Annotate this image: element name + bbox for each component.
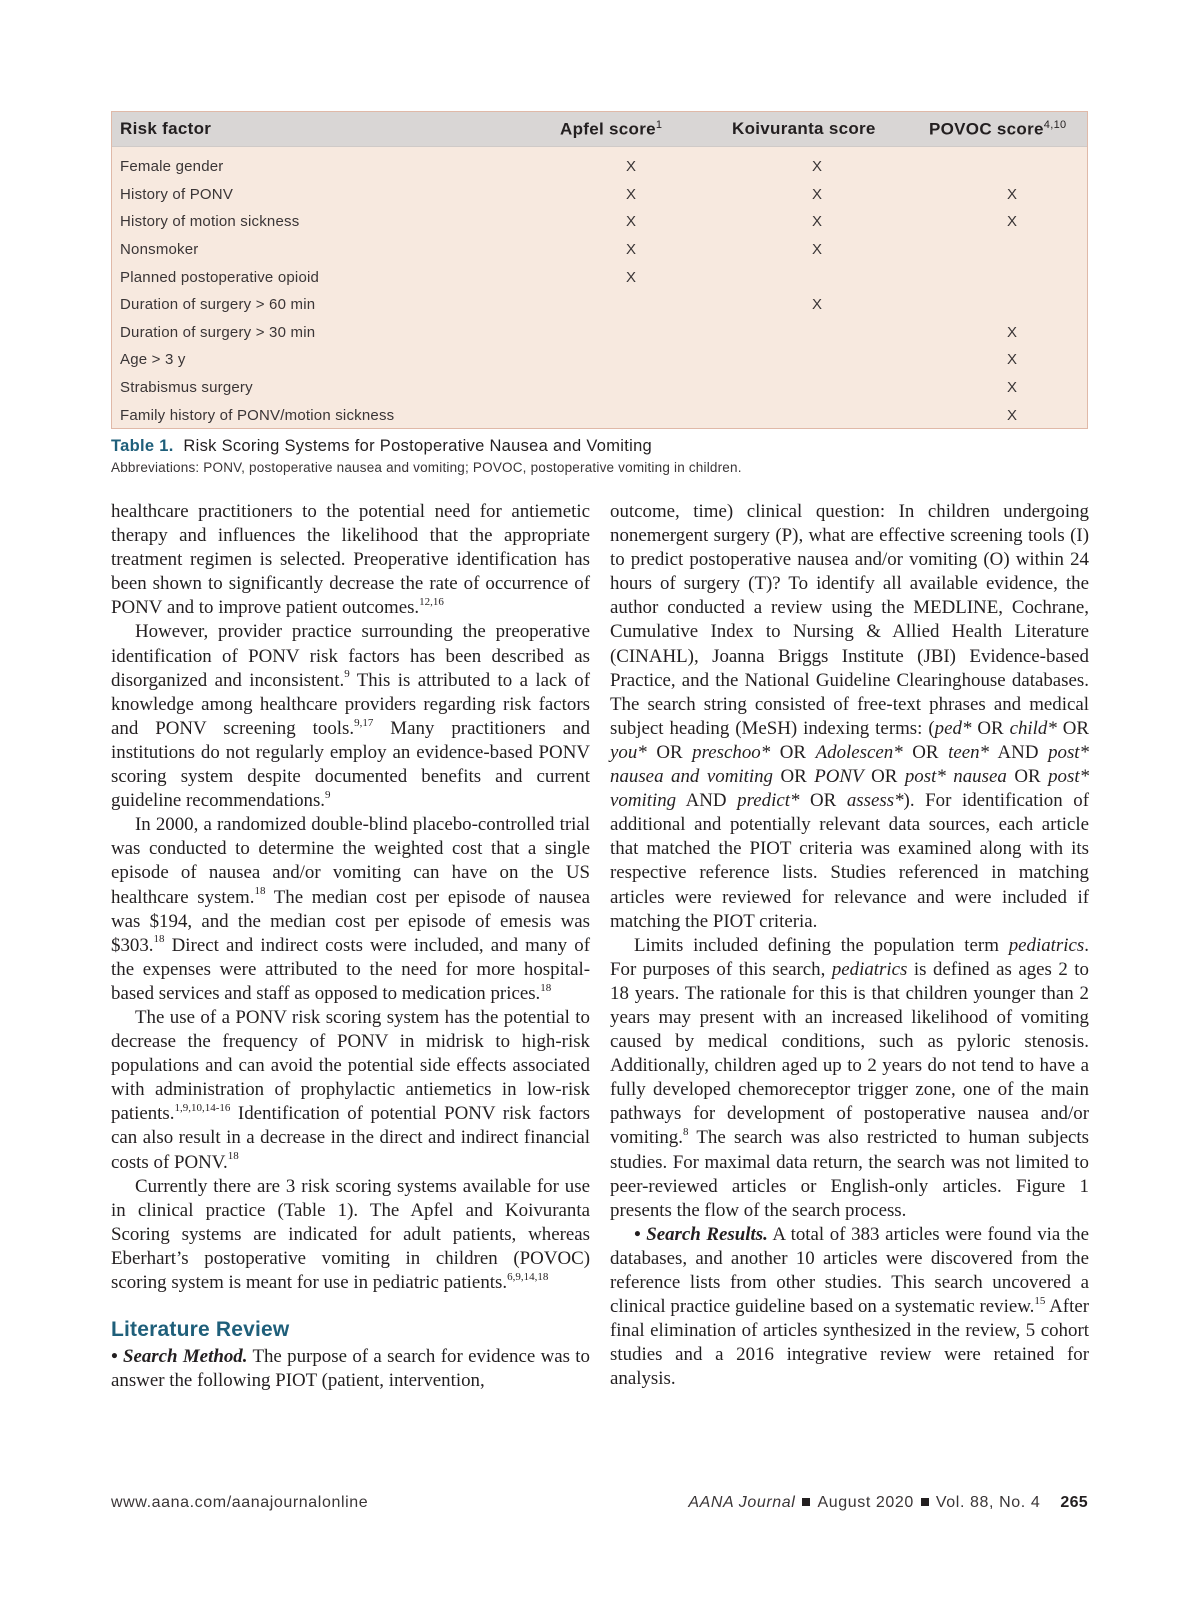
paragraph: outcome, time) clinical question: In children undergoing nonemergent surgery (P), what are effective screening tools (I) to predict postoperative nausea and/or vomiting (O) within 24 hours of surgery (T)? To identify all available evidence, the author conducted a review using the MEDLINE, Cochrane, Cumulative Index to Nursing & Allied Health Literature (CINAHL), Joanna Briggs Institute (JBI) Evidence-based Practice, and the National Guideline Clearinghouse databases. The search string consisted of free-text phrases and medical subject heading (MeSH) indexing terms: (ped* OR child* OR you* OR preschoo* OR Adolescen* OR teen* AND post* nausea and vomiting OR PONV OR post* nausea OR post* vomiting AND predict* OR assess*). For identification of additional and potentially relevant data sources, each article that matched the PIOT criteria was examined along with its respective reference lists. Studies referenced in matching articles were reviewed for relevance and were included if matching the PIOT criteria. [610,501,1090,932]
povoc-cell [929,147,1087,181]
right-column [610,500,1089,1391]
povoc-cell [929,263,1087,291]
risk-factor-cell: Female gender [120,158,224,176]
apfel-cell [560,346,732,374]
table-row [112,208,1087,236]
header-koivuranta-score: Koivuranta score [732,112,929,147]
povoc-cell: X [1007,406,1018,424]
povoc-cell [929,291,1087,319]
paragraph: Currently there are 3 risk scoring systems available for use in clinical practice (Table 1). The Apfel and Koivuranta Scoring systems are indicated for adult patients, whereas Eberhart’s postoperative vomiting in children (POVOC) scoring system is meant for use in pediatric patients.$^{6,9,14,18}$ [111,1175,590,1293]
table-row [112,181,1087,209]
left-column [111,500,590,1393]
koivuranta-cell: X [812,296,823,314]
apfel-cell: X [626,268,637,286]
header-povoc-score: POVOC score$^{4,10}$ [929,112,1087,147]
table-row [112,401,1087,429]
footer-citation [688,1494,1088,1512]
povoc-cell: X [1007,185,1018,203]
koivuranta-cell: X [812,158,823,176]
paragraph: The use of a PONV risk scoring system has the potential to decrease the frequency of PONV in midrisk to high-risk populations and can avoid the potential side effects associated with administration of prophylactic antiemetics in low-risk patients.$^{1,9,10,14-16}$ Identification of potential PONV risk factors can also result in a decrease in the direct and indirect financial costs of PONV.$^{18}$ [111,1006,590,1173]
povoc-cell: X [1007,323,1018,341]
footer-volume: Vol. 88, No. 4 [935,1494,1041,1511]
table-row [112,147,1087,181]
koivuranta-cell: X [812,241,823,259]
paragraph: • Search Results. A total of 383 articles were found via the databases, and another 10 articles were discovered from the reference lists from other studies. This search uncovered a clinical practice guideline based on a systematic review.$^{15}$ After final elimination of articles synthesized in the review, 5 cohort studies and a 2016 integrative review were retained for analysis. [610,1223,1089,1390]
risk-factor-cell: Family history of PONV/motion sickness [120,406,395,424]
risk-factor-cell: Planned postoperative opioid [120,268,320,286]
koivuranta-cell [732,263,929,291]
koivuranta-cell [732,346,929,374]
risk-factor-cell: Nonsmoker [120,241,199,259]
page-number: 265 [1060,1494,1088,1511]
risk-factor-cell: Duration of surgery > 60 min [120,296,316,314]
apfel-cell: X [626,158,637,176]
footer-journal: AANA Journal [688,1494,796,1511]
square-bullet-icon [921,1498,929,1506]
koivuranta-cell: X [812,185,823,203]
table-header-row [112,112,1087,147]
table-caption-label: Table 1. [111,437,174,455]
table-row [112,263,1087,291]
paragraph: Limits included defining the population term pediatrics. For purposes of this search, pediatrics is defined as ages 2 to 18 years. The rationale for this is that children younger than 2 years may present with an increased likelihood of vomiting caused by medical conditions, such as pyloric stenosis. Additionally, children aged up to 2 years do not tend to have a fully developed chemoreceptor trigger zone, one of the main pathways for development of postoperative nausea and/or vomiting.$^8$ The search was also restricted to human subjects studies. For maximal data return, the search was not limited to peer-reviewed articles or English-only articles. Figure 1 presents the flow of the search process. [610,934,1089,1221]
apfel-cell [560,401,732,429]
koivuranta-cell [732,401,929,429]
subsection-lead: • Search Method. [111,1346,248,1368]
koivuranta-cell [732,319,929,347]
koivuranta-cell: X [812,213,823,231]
table-caption [111,437,742,475]
footer-url: www.aana.com/aanajournalonline [111,1494,369,1511]
risk-scoring-table [111,111,1088,429]
apfel-cell: X [626,241,637,259]
subsection-lead: • Search Results. [634,1223,768,1245]
square-bullet-icon [802,1498,810,1506]
table-row [112,291,1087,319]
section-heading-literature-review: Literature Review [111,1318,290,1342]
risk-factor-cell: Duration of surgery > 30 min [120,323,316,341]
risk-factor-cell: History of PONV [120,185,234,203]
header-risk-factor: Risk factor [112,112,560,147]
table-caption-title [111,437,742,456]
povoc-cell: X [1007,351,1018,369]
apfel-cell [560,374,732,402]
paragraph: • Search Method. The purpose of a search for evidence was to answer the following PIOT (patient, intervention, [111,1346,590,1392]
paragraph: In 2000, a randomized double-blind placebo-controlled trial was conducted to determine the weighted cost that a single episode of nausea and/or vomiting can have on the US healthcare system.$^{18}$ The median cost per episode of nausea was $194, and the median cost per episode of emesis was $303.18 Direct and indirect costs were included, and many of the expenses were attributed to the need for more hospital-based services and staff as opposed to medication prices.$^{18}$ [111,814,590,1004]
table-row [112,236,1087,264]
apfel-cell: X [626,213,637,231]
paragraph: However, provider practice surrounding the preoperative identification of PONV risk factors has been described as disorganized and inconsistent.$^9$ This is attributed to a lack of knowledge among healthcare providers regarding risk factors and PONV screening tools.$^{9,17}$ Many practitioners and institutions do not regularly employ an evidence-based PONV scoring system despite documented benefits and current guideline recommendations.$^9$ [111,621,590,812]
koivuranta-cell [732,374,929,402]
apfel-cell [560,291,732,319]
povoc-cell [929,236,1087,264]
footer-date: August 2020 [817,1494,914,1511]
header-apfel-score: Apfel score$^1$ [560,112,732,147]
risk-factor-cell: Age > 3 y [120,351,186,369]
povoc-cell: X [1007,379,1018,397]
table-row [112,374,1087,402]
table-caption-text: Risk Scoring Systems for Postoperative Nausea and Vomiting [183,437,653,455]
table-abbreviations: Abbreviations: PONV, postoperative nausea and vomiting; POVOC, postoperative vomiting in children. [111,460,742,475]
table-grid [112,112,1087,429]
apfel-cell [560,319,732,347]
apfel-cell: X [626,185,637,203]
povoc-cell: X [1007,213,1018,231]
table-row [112,319,1087,347]
risk-factor-cell: Strabismus surgery [120,379,253,397]
table-row [112,346,1087,374]
paragraph: healthcare practitioners to the potential need for antiemetic therapy and influences the likelihood that the appropriate treatment regimen is selected. Preoperative identification has been shown to significantly decrease the rate of occurrence of PONV and to improve patient outcomes.$^{12,16}$ [111,501,590,619]
risk-factor-cell: History of motion sickness [120,213,300,231]
